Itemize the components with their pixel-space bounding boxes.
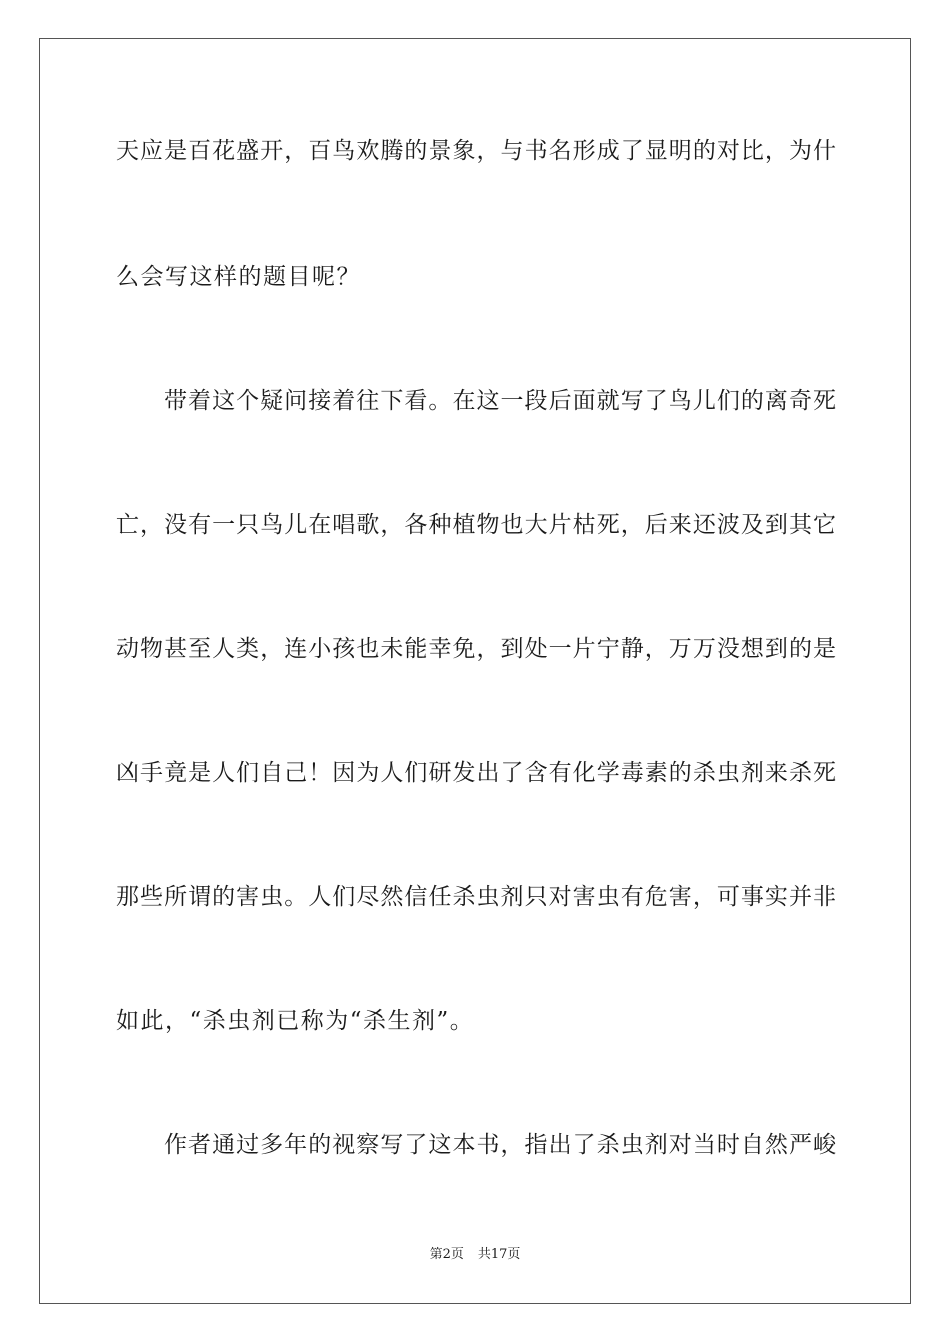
text-line-1: 天应是百花盛开，百鸟欢腾的景象，与书名形成了显明的对比，为什: [116, 138, 836, 164]
page-footer: [0, 1246, 950, 1264]
paragraph-2-line-1: 带着这个疑问接着往下看。在这一段后面就写了鸟儿们的离奇死: [164, 388, 836, 414]
text-line-4: 亡，没有一只鸟儿在唱歌，各种植物也大片枯死，后来还波及到其它: [116, 512, 836, 538]
text-line-6: 凶手竟是人们自己！因为人们研发出了含有化学毒素的杀虫剂来杀死: [116, 760, 836, 786]
text-line-7: 那些所谓的害虫。人们尽然信任杀虫剂只对害虫有危害，可事实并非: [116, 884, 836, 910]
text-line-2: 么会写这样的题目呢？: [116, 264, 361, 290]
page-border: [39, 38, 911, 1304]
paragraph-3-line-1: 作者通过多年的视察写了这本书，指出了杀虫剂对当时自然严峻: [164, 1132, 836, 1158]
page-number: 第2页: [429, 1247, 464, 1262]
page-total: 共17页: [477, 1247, 521, 1262]
text-line-8: 如此，“杀虫剂已称为“杀生剂”。: [116, 1008, 475, 1034]
text-line-5: 动物甚至人类，连小孩也未能幸免，到处一片宁静，万万没想到的是: [116, 636, 836, 662]
